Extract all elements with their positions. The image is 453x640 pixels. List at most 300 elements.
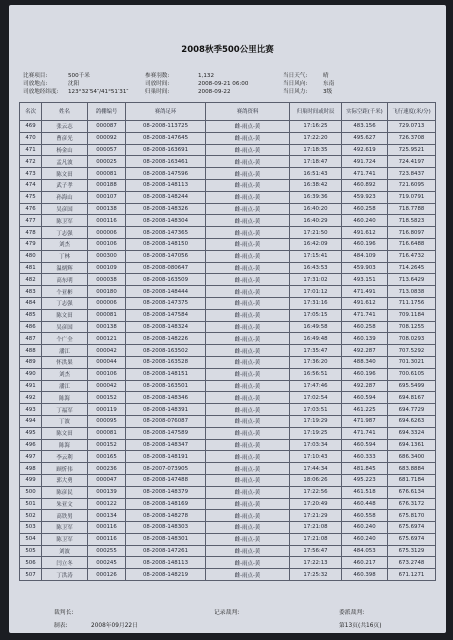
table-cell: 08-2008-163528 [126, 356, 206, 368]
table-cell: 李云利 [42, 451, 88, 463]
table-row [20, 392, 436, 404]
table-cell: 17:31:16 [290, 297, 342, 309]
table-cell: 雌-雨点-黄 [206, 132, 290, 144]
info-value: 2008-09-21 06:00 [198, 81, 249, 87]
table-cell: 694.7729 [388, 404, 436, 416]
table-cell: 刘波 [42, 545, 88, 557]
table-cell: 460.448 [342, 498, 388, 510]
table-cell: 499 [20, 474, 42, 486]
table-cell: 08-2008-148304 [126, 215, 206, 227]
table-cell: 陈卫军 [42, 522, 88, 534]
table-cell: 459.923 [342, 191, 388, 203]
table-cell: 503 [20, 522, 42, 534]
table-cell: 000106 [88, 368, 126, 380]
table-cell: 雌-雨点-黄 [206, 286, 290, 298]
table-cell: 000134 [88, 510, 126, 522]
table-cell: 459.903 [342, 262, 388, 274]
table-row [20, 380, 436, 392]
info-label: 当日风力: [283, 89, 308, 95]
table-cell: 000122 [88, 498, 126, 510]
table-cell: 000116 [88, 533, 126, 545]
table-cell: 陈文田 [42, 168, 88, 180]
info-value: 东南 [323, 81, 335, 87]
table-header-row [20, 103, 436, 121]
table-cell: 丁林 [42, 250, 88, 262]
table-cell: 000006 [88, 297, 126, 309]
table-cell: 480 [20, 250, 42, 262]
table-cell: 08-2008-148278 [126, 510, 206, 522]
table-cell: 477 [20, 215, 42, 227]
table-cell: 000255 [88, 545, 126, 557]
table-cell: 000152 [88, 392, 126, 404]
table-cell: 08-2008-148347 [126, 439, 206, 451]
table-cell: 460.892 [342, 179, 388, 191]
table-cell: 08-2008-148226 [126, 333, 206, 345]
table-cell: 489 [20, 356, 42, 368]
table-cell: 461.225 [342, 404, 388, 416]
table-cell: 丁志强 [42, 297, 88, 309]
info-label: 参赛羽数: [145, 73, 170, 79]
table-cell: 000300 [88, 250, 126, 262]
table-cell: 000165 [88, 451, 126, 463]
column-header: 赛鸽资料 [206, 103, 290, 121]
table-row [20, 463, 436, 475]
table-cell: 484.109 [342, 250, 388, 262]
table-cell: 507 [20, 569, 42, 581]
column-header: 姓名 [42, 103, 88, 121]
table-cell: 470 [20, 132, 42, 144]
table-cell: 08-2008-148301 [126, 533, 206, 545]
table-cell: 492.287 [342, 380, 388, 392]
table-cell: 丁志强 [42, 227, 88, 239]
table-row [20, 474, 436, 486]
table-cell: 17:18:47 [290, 156, 342, 168]
column-header: 归巢时间或时辰 [290, 103, 342, 121]
table-cell: 711.1756 [388, 297, 436, 309]
column-header: 飞行速度(米/分) [388, 103, 436, 121]
table-cell: 000116 [88, 522, 126, 534]
table-cell: 08-2008-148169 [126, 498, 206, 510]
table-cell: 17:19:29 [290, 415, 342, 427]
table-cell: 08-2008-163461 [126, 156, 206, 168]
table-cell: 16:40:20 [290, 203, 342, 215]
table-cell: 武子孝 [42, 179, 88, 191]
table-row [20, 309, 436, 321]
table-cell: 雌-雨点-黄 [206, 309, 290, 321]
table-cell: 675.8170 [388, 510, 436, 522]
table-cell: 雌-雨点-黄 [206, 474, 290, 486]
table-cell: 460.139 [342, 333, 388, 345]
table-cell: 雌-雨点-黄 [206, 522, 290, 534]
table-cell: 雌-雨点-黄 [206, 545, 290, 557]
table-cell: 潘江 [42, 380, 88, 392]
table-cell: 17:16:25 [290, 121, 342, 133]
table-cell: 460.217 [342, 557, 388, 569]
table-cell: 495.627 [342, 132, 388, 144]
table-cell: 708.1255 [388, 321, 436, 333]
table-cell: 000081 [88, 427, 126, 439]
table-cell: 丁洪涛 [42, 569, 88, 581]
table-cell: 000057 [88, 144, 126, 156]
table-cell: 陈海 [42, 392, 88, 404]
table-cell: 08-2008-113725 [126, 121, 206, 133]
table-cell: 000038 [88, 274, 126, 286]
table-cell: 000095 [88, 415, 126, 427]
table-cell: 雌-雨点-黄 [206, 415, 290, 427]
table-cell: 000152 [88, 439, 126, 451]
table-cell: 雌-雨点-黄 [206, 168, 290, 180]
page-title: 2008秋季500公里比赛 [181, 45, 274, 55]
results-table [19, 102, 436, 581]
table-cell: 雌-雨点-黄 [206, 156, 290, 168]
table-cell: 16:40:29 [290, 215, 342, 227]
table-cell: 08-2008-148324 [126, 321, 206, 333]
table-cell: 17:19:25 [290, 427, 342, 439]
table-cell: 486 [20, 321, 42, 333]
column-header: 名次 [20, 103, 42, 121]
table-cell: 000106 [88, 238, 126, 250]
table-cell: 460.196 [342, 238, 388, 250]
table-cell: 雌-雨点-黄 [206, 463, 290, 475]
table-cell: 673.2748 [388, 557, 436, 569]
table-cell: 丁福军 [42, 404, 88, 416]
table-cell: 雌-雨点-黄 [206, 451, 290, 463]
table-cell: 460.240 [342, 215, 388, 227]
table-row [20, 274, 436, 286]
table-row [20, 415, 436, 427]
table-row [20, 297, 436, 309]
table-cell: 17:22:20 [290, 132, 342, 144]
table-cell: 491.612 [342, 297, 388, 309]
table-cell: 孟凡波 [42, 156, 88, 168]
table-cell: 08-2008-148346 [126, 392, 206, 404]
table-cell: 504 [20, 533, 42, 545]
table-row [20, 451, 436, 463]
table-row [20, 250, 436, 262]
table-cell: 吴彦国 [42, 321, 88, 333]
table-cell: 雌-雨点-黄 [206, 144, 290, 156]
table-cell: 716.4732 [388, 250, 436, 262]
table-cell: 陈彦民 [42, 486, 88, 498]
table-cell: 000138 [88, 203, 126, 215]
table-row [20, 404, 436, 416]
table-cell: 493.151 [342, 274, 388, 286]
table-row [20, 486, 436, 498]
table-cell: 716.8097 [388, 227, 436, 239]
table-cell: 000006 [88, 227, 126, 239]
table-row [20, 215, 436, 227]
table-cell: 000188 [88, 179, 126, 191]
table-cell: 08-2008-148391 [126, 404, 206, 416]
column-header: 实际空距(千米) [342, 103, 388, 121]
table-cell: 482 [20, 274, 42, 286]
table-cell: 17:35:47 [290, 345, 342, 357]
table-cell: 08-2008-147365 [126, 227, 206, 239]
table-cell: 471.987 [342, 415, 388, 427]
table-cell: 694.3324 [388, 427, 436, 439]
column-header: 赛鸽足环 [126, 103, 206, 121]
table-cell: 16:38:42 [290, 179, 342, 191]
table-cell: 08-2008-163501 [126, 380, 206, 392]
table-row [20, 533, 436, 545]
table-cell: 714.2645 [388, 262, 436, 274]
table-cell: 08-2008-148379 [126, 486, 206, 498]
table-cell: 08-2008-147375 [126, 297, 206, 309]
table-cell: 490 [20, 368, 42, 380]
table-cell: 709.1184 [388, 309, 436, 321]
table-cell: 492 [20, 392, 42, 404]
table-cell: 闫立冬 [42, 557, 88, 569]
table-cell: 雌-雨点-黄 [206, 191, 290, 203]
table-cell: 潘江 [42, 345, 88, 357]
table-cell: 17:21:08 [290, 533, 342, 545]
table-cell: 吴彦国 [42, 203, 88, 215]
table-cell: 000042 [88, 380, 126, 392]
info-value: 1,132 [198, 73, 215, 79]
table-cell: 461.518 [342, 486, 388, 498]
table-cell: 17:20:49 [290, 498, 342, 510]
table-row [20, 368, 436, 380]
info-value: 沈阳 [68, 81, 80, 87]
table-cell: 17:22:13 [290, 557, 342, 569]
table-cell: 17:25:32 [290, 569, 342, 581]
table-cell: 雌-雨点-黄 [206, 121, 290, 133]
table-cell: 雌-雨点-黄 [206, 215, 290, 227]
table-cell: 08-2007-073905 [126, 463, 206, 475]
table-cell: 000042 [88, 345, 126, 357]
table-cell: 481 [20, 262, 42, 274]
table-cell: 16:39:36 [290, 191, 342, 203]
table-cell: 484.053 [342, 545, 388, 557]
table-cell: 725.9521 [388, 144, 436, 156]
table-cell: 17:03:34 [290, 439, 342, 451]
table-cell: 雌-雨点-黄 [206, 227, 290, 239]
table-cell: 000087 [88, 121, 126, 133]
table-cell: 孙海山 [42, 191, 88, 203]
table-cell: 724.4197 [388, 156, 436, 168]
table-cell: 雌-雨点-黄 [206, 533, 290, 545]
table-cell: 08-2008-147584 [126, 309, 206, 321]
table-cell: 460.240 [342, 533, 388, 545]
table-cell: 492.287 [342, 345, 388, 357]
info-value: 2008-09-22 [198, 89, 231, 95]
table-cell: 雌-雨点-黄 [206, 404, 290, 416]
table-cell: 08-2008-148219 [126, 569, 206, 581]
table-cell: 16:49:58 [290, 321, 342, 333]
table-cell: 17:18:35 [290, 144, 342, 156]
table-cell: 陈文田 [42, 427, 88, 439]
table-cell: 675.6974 [388, 522, 436, 534]
table-cell: 16:42:09 [290, 238, 342, 250]
table-cell: 485 [20, 309, 42, 321]
table-cell: 雌-雨点-黄 [206, 297, 290, 309]
table-row [20, 156, 436, 168]
table-cell: 505 [20, 545, 42, 557]
table-cell: 17:36:20 [290, 356, 342, 368]
table-cell: 501 [20, 498, 42, 510]
table-row [20, 427, 436, 439]
table-cell: 460.558 [342, 510, 388, 522]
table-cell: 郭大勇 [42, 474, 88, 486]
table-cell: 460.594 [342, 439, 388, 451]
table-cell: 460.196 [342, 368, 388, 380]
table-cell: 708.0293 [388, 333, 436, 345]
table-cell: 000121 [88, 333, 126, 345]
table-cell: 怀洪果 [42, 356, 88, 368]
table-cell: 483 [20, 286, 42, 298]
table-cell: 雌-雨点-黄 [206, 179, 290, 191]
table-cell: 496 [20, 439, 42, 451]
table-cell: 498 [20, 463, 42, 475]
table-cell: 492.619 [342, 144, 388, 156]
table-cell: 17:47:46 [290, 380, 342, 392]
table-cell: 471 [20, 144, 42, 156]
table-cell: 471.741 [342, 168, 388, 180]
table-cell: 雌-雨点-黄 [206, 427, 290, 439]
page-number: 第13页(共16页) [339, 623, 382, 629]
table-cell: 491.724 [342, 156, 388, 168]
table-cell: 484 [20, 297, 42, 309]
table-cell: 雌-雨点-黄 [206, 345, 290, 357]
info-label: 当日天气: [283, 73, 308, 79]
table-cell: 000025 [88, 156, 126, 168]
table-cell: 16:49:48 [290, 333, 342, 345]
table-cell: 000109 [88, 262, 126, 274]
table-row [20, 439, 436, 451]
table-cell: 17:10:43 [290, 451, 342, 463]
table-cell: 08-2008-148151 [126, 368, 206, 380]
table-cell: 718.5823 [388, 215, 436, 227]
table-row [20, 121, 436, 133]
table-cell: 476 [20, 203, 42, 215]
table-cell: 08-2008-147488 [126, 474, 206, 486]
table-cell: 683.8884 [388, 463, 436, 475]
table-cell: 483.156 [342, 121, 388, 133]
table-row [20, 238, 436, 250]
info-value: 500千米 [68, 73, 90, 79]
table-cell: 朱亚文 [42, 498, 88, 510]
table-cell: 000180 [88, 286, 126, 298]
table-cell: 479 [20, 238, 42, 250]
table-cell: 491.612 [342, 227, 388, 239]
table-cell: 723.8437 [388, 168, 436, 180]
table-cell: 个广全 [42, 333, 88, 345]
table-cell: 000236 [88, 463, 126, 475]
table-cell: 686.3400 [388, 451, 436, 463]
info-value: 3级 [323, 89, 333, 95]
table-cell: 478 [20, 227, 42, 239]
table-cell: 497 [20, 451, 42, 463]
table-cell: 刘杰 [42, 238, 88, 250]
table-cell: 08-2008-163509 [126, 274, 206, 286]
recorder-label: 记录裁判: [214, 610, 240, 616]
table-row [20, 498, 436, 510]
table-cell: 08-2008-148303 [126, 522, 206, 534]
info-label: 当日风向: [283, 81, 308, 87]
tabulator-label: 制表: [54, 623, 68, 629]
table-cell: 17:15:41 [290, 250, 342, 262]
table-cell: 000119 [88, 404, 126, 416]
table-cell: 472 [20, 156, 42, 168]
table-cell: 495 [20, 427, 42, 439]
table-row [20, 522, 436, 534]
table-cell: 718.7788 [388, 203, 436, 215]
table-cell: 502 [20, 510, 42, 522]
table-cell: 000245 [88, 557, 126, 569]
table-cell: 雌-雨点-黄 [206, 557, 290, 569]
table-cell: 495.223 [342, 474, 388, 486]
table-cell: 676.3172 [388, 498, 436, 510]
table-cell: 000081 [88, 168, 126, 180]
table-row [20, 191, 436, 203]
table-cell: 个亚彬 [42, 286, 88, 298]
table-row [20, 286, 436, 298]
table-cell: 481.845 [342, 463, 388, 475]
info-label: 司放时间: [145, 81, 170, 87]
table-cell: 陈卫军 [42, 533, 88, 545]
table-cell: 471.741 [342, 309, 388, 321]
table-cell: 676.6134 [388, 486, 436, 498]
table-cell: 08-2008-163502 [126, 345, 206, 357]
table-cell: 493 [20, 404, 42, 416]
table-cell: 温炳辉 [42, 262, 88, 274]
table-cell: 16:51:43 [290, 168, 342, 180]
table-cell: 475 [20, 191, 42, 203]
table-cell: 雌-雨点-黄 [206, 262, 290, 274]
table-cell: 460.240 [342, 522, 388, 534]
table-row [20, 510, 436, 522]
table-cell: 460.398 [342, 569, 388, 581]
table-cell: 488 [20, 345, 42, 357]
info-label: 归巢时间: [145, 89, 170, 95]
table-cell: 487 [20, 333, 42, 345]
column-header: 鸽棚编号 [88, 103, 126, 121]
table-cell: 17:22:56 [290, 486, 342, 498]
table-cell: 000126 [88, 569, 126, 581]
table-cell: 雌-雨点-黄 [206, 439, 290, 451]
table-cell: 雌-雨点-黄 [206, 498, 290, 510]
table-cell: 17:21:08 [290, 522, 342, 534]
table-cell: 08-2008-148444 [126, 286, 206, 298]
table-cell: 雌-雨点-黄 [206, 356, 290, 368]
table-cell: 雌-雨点-黄 [206, 368, 290, 380]
table-row [20, 262, 436, 274]
table-cell: 471.741 [342, 427, 388, 439]
info-value: 123°32′54″/41°51′31″ [68, 89, 129, 95]
table-cell: 雌-雨点-黄 [206, 569, 290, 581]
table-cell: 雌-雨点-黄 [206, 203, 290, 215]
table-row [20, 356, 436, 368]
table-cell: 刘杰 [42, 368, 88, 380]
table-cell: 460.258 [342, 321, 388, 333]
table-cell: 高铁男 [42, 510, 88, 522]
table-cell: 17:21:29 [290, 510, 342, 522]
table-cell: 694.1361 [388, 439, 436, 451]
table-cell: 474 [20, 179, 42, 191]
table-cell: 716.6488 [388, 238, 436, 250]
table-row [20, 168, 436, 180]
table-cell: 700.6105 [388, 368, 436, 380]
table-cell: 雌-雨点-黄 [206, 510, 290, 522]
table-cell: 雌-雨点-黄 [206, 380, 290, 392]
table-cell: 08-2008-147261 [126, 545, 206, 557]
table-cell: 雌-雨点-黄 [206, 392, 290, 404]
table-cell: 08-2008-147645 [126, 132, 206, 144]
table-row [20, 545, 436, 557]
table-cell: 雌-雨点-黄 [206, 321, 290, 333]
table-cell: 729.0713 [388, 121, 436, 133]
table-cell: 张云志 [42, 121, 88, 133]
